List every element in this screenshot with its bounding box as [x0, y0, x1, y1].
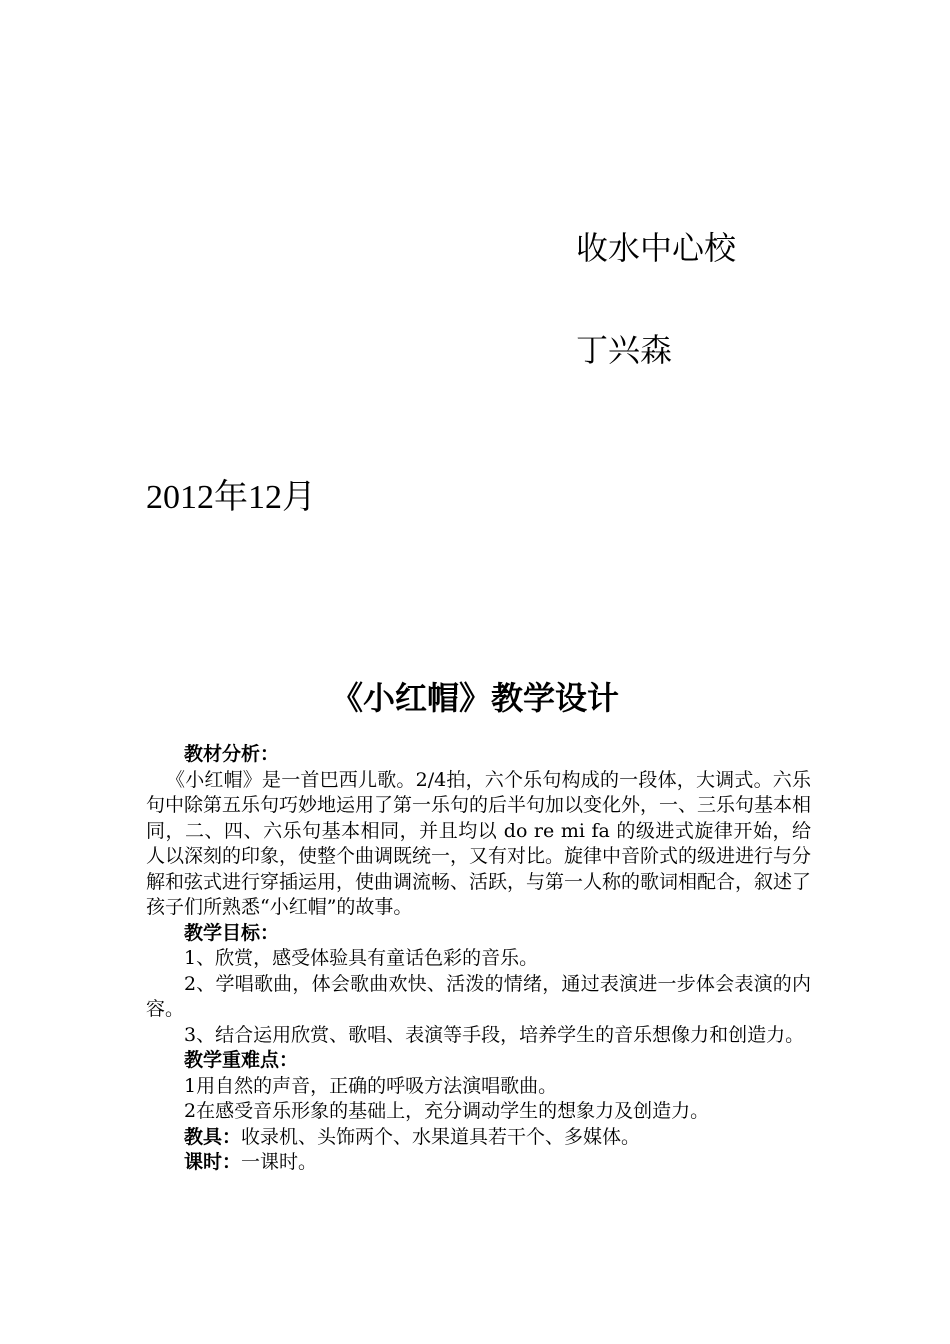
period-line — [146, 1150, 811, 1176]
goal-item-3: 3、结合运用欣赏、歌唱、表演等手段，培养学生的音乐想像力和创造力。 — [184, 1023, 805, 1046]
key-points-heading: 教学重难点： — [184, 1049, 299, 1071]
key-point-item-1: 1用自然的声音，正确的呼吸方法演唱歌曲。 — [184, 1074, 558, 1097]
period-text: 一课时。 — [241, 1151, 318, 1173]
document-title: 《小红帽》教学设计 — [330, 679, 619, 717]
school-name: 收水中心校 — [576, 229, 737, 267]
tools-label: 教具： — [184, 1125, 242, 1148]
material-paragraph: 《小红帽》是一首巴西儿歌。2/4拍，六个乐句构成的一段体，大调式。六乐句中除第五乐句巧妙地运用了第一乐句的后半句加以变化外，一、三乐句基本相同，二、四、六乐句基本相同，并且均以 do re mi fa 的级进式旋律开始，给人以深刻的印象，使整个曲调既统一，又有对比。旋律中音阶式的级进进行与分解和弦式进行穿插运用，使曲调流畅、活跃，与第一人称的歌词相配合，叙述了孩子们所熟悉“小红帽”的故事。 — [146, 768, 812, 918]
goals-heading: 教学目标： — [184, 921, 280, 944]
goal-item-1: 1、欣赏，感受体验具有童话色彩的音乐。 — [184, 947, 539, 969]
cover-date: 2012年12月 — [146, 479, 316, 516]
key-point-item-2: 2在感受音乐形象的基础上，充分调动学生的想象力及创造力。 — [184, 1100, 710, 1122]
material-heading: 教材分析： — [184, 743, 280, 765]
period-label: 课时： — [184, 1151, 242, 1173]
author-name: 丁兴森 — [576, 331, 673, 369]
goal-item-2: 2、学唱歌曲，体会歌曲欢快、活泼的情绪，通过表演进一步体会表演的内容。 — [146, 972, 811, 1020]
document-body — [146, 742, 811, 1176]
tools-text: 收录机、头饰两个、水果道具若干个、多媒体。 — [241, 1125, 641, 1148]
tools-line — [146, 1125, 811, 1151]
